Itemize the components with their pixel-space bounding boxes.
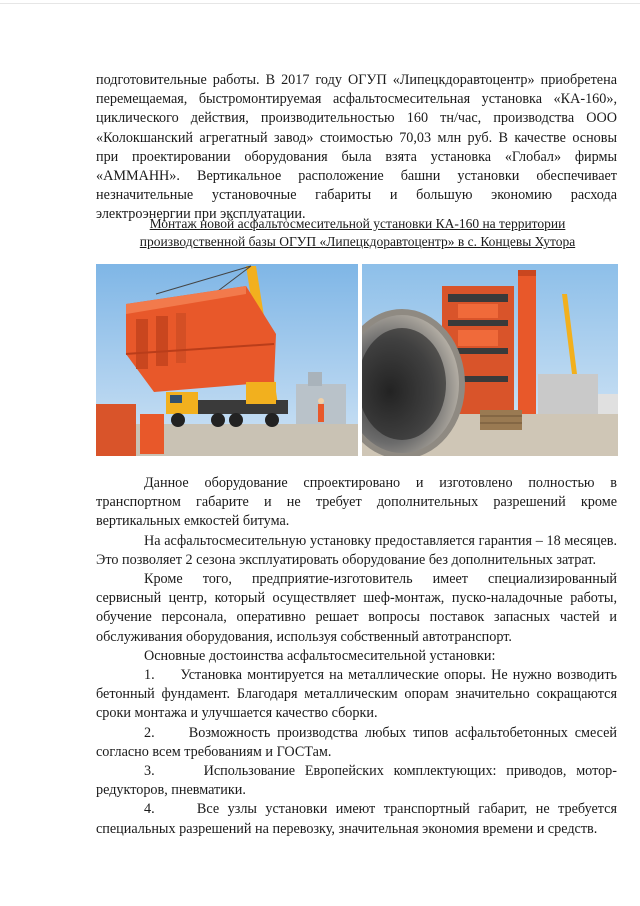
body-text bbox=[96, 474, 617, 839]
list-item-3: 3. Использование Европейских комплектующих: приводов, мотор-редукторов, пневматики. bbox=[96, 763, 617, 799]
photo-asphalt-plant-tower bbox=[362, 264, 618, 456]
paragraph-service-center: Кроме того, предприятие-изготовитель имеет специализированный сервисный центр, который осуществляет шеф-монтаж, пуско-наладочные работы, обучение персонала, оперативно решает вопросы поставок запасных частей и обслуживания оборудования, используя собственный автотранспорт. bbox=[96, 571, 617, 645]
list-item-2: 2. Возможность производства любых типов асфальтобетонных смесей согласно всем требованиям и ГОСТам. bbox=[96, 724, 617, 760]
list-item-1: 1. Установка монтируется на металлические опоры. Не нужно возводить бетонный фундамент. Благодаря металлическим опорам значительно сокращаются сроки монтажа и улучшается качество сборки. bbox=[96, 667, 617, 722]
intro-paragraph: подготовительные работы. В 2017 году ОГУП «Липецкдоравтоцентр» приобретена перемещаемая, быстромонтируемая асфальтосмесительная установка «КА-160», циклического действия, производительностью 160 тн/час, производства ООО «Колокшанский агрегатный завод» стоимостью 70,03 млн руб. В качестве основы при проектировании оборудования была взята установка «Глобал» фирмы «АММАНН». Вертикальное расположение башни установки обеспечивает незначительные установочные габариты и большую экономию расхода электроэнергии при эксплуатации. bbox=[96, 72, 617, 223]
caption-line-1: Монтаж новой асфальтосмесительной установки КА-160 на территории bbox=[149, 216, 566, 231]
photo-crane-lifting-module bbox=[96, 264, 358, 456]
caption-line-2: производственной базы ОГУП «Липецкдоравтоцентр» в с. Концевы Хутора bbox=[139, 234, 576, 249]
paragraph-advantages-heading: Основные достоинства асфальтосмесительной установки: bbox=[144, 647, 496, 664]
paragraph-warranty: На асфальтосмесительную установку предоставляется гарантия – 18 месяцев. Это позволяет 2 сезона эксплуатировать оборудование без дополнительных затрат. bbox=[96, 532, 617, 568]
paragraph-equipment: Данное оборудование спроектировано и изготовлено полностью в транспортном габарите и не требует дополнительных разрешений кроме вертикальных емкостей битума. bbox=[96, 475, 617, 530]
photo-caption bbox=[130, 215, 585, 251]
page-top-rule bbox=[0, 3, 640, 4]
list-item-4: 4. Все узлы установки имеют транспортный габарит, не требуется специальных разрешений на перевозку, значительная экономия времени и средств. bbox=[96, 801, 617, 837]
